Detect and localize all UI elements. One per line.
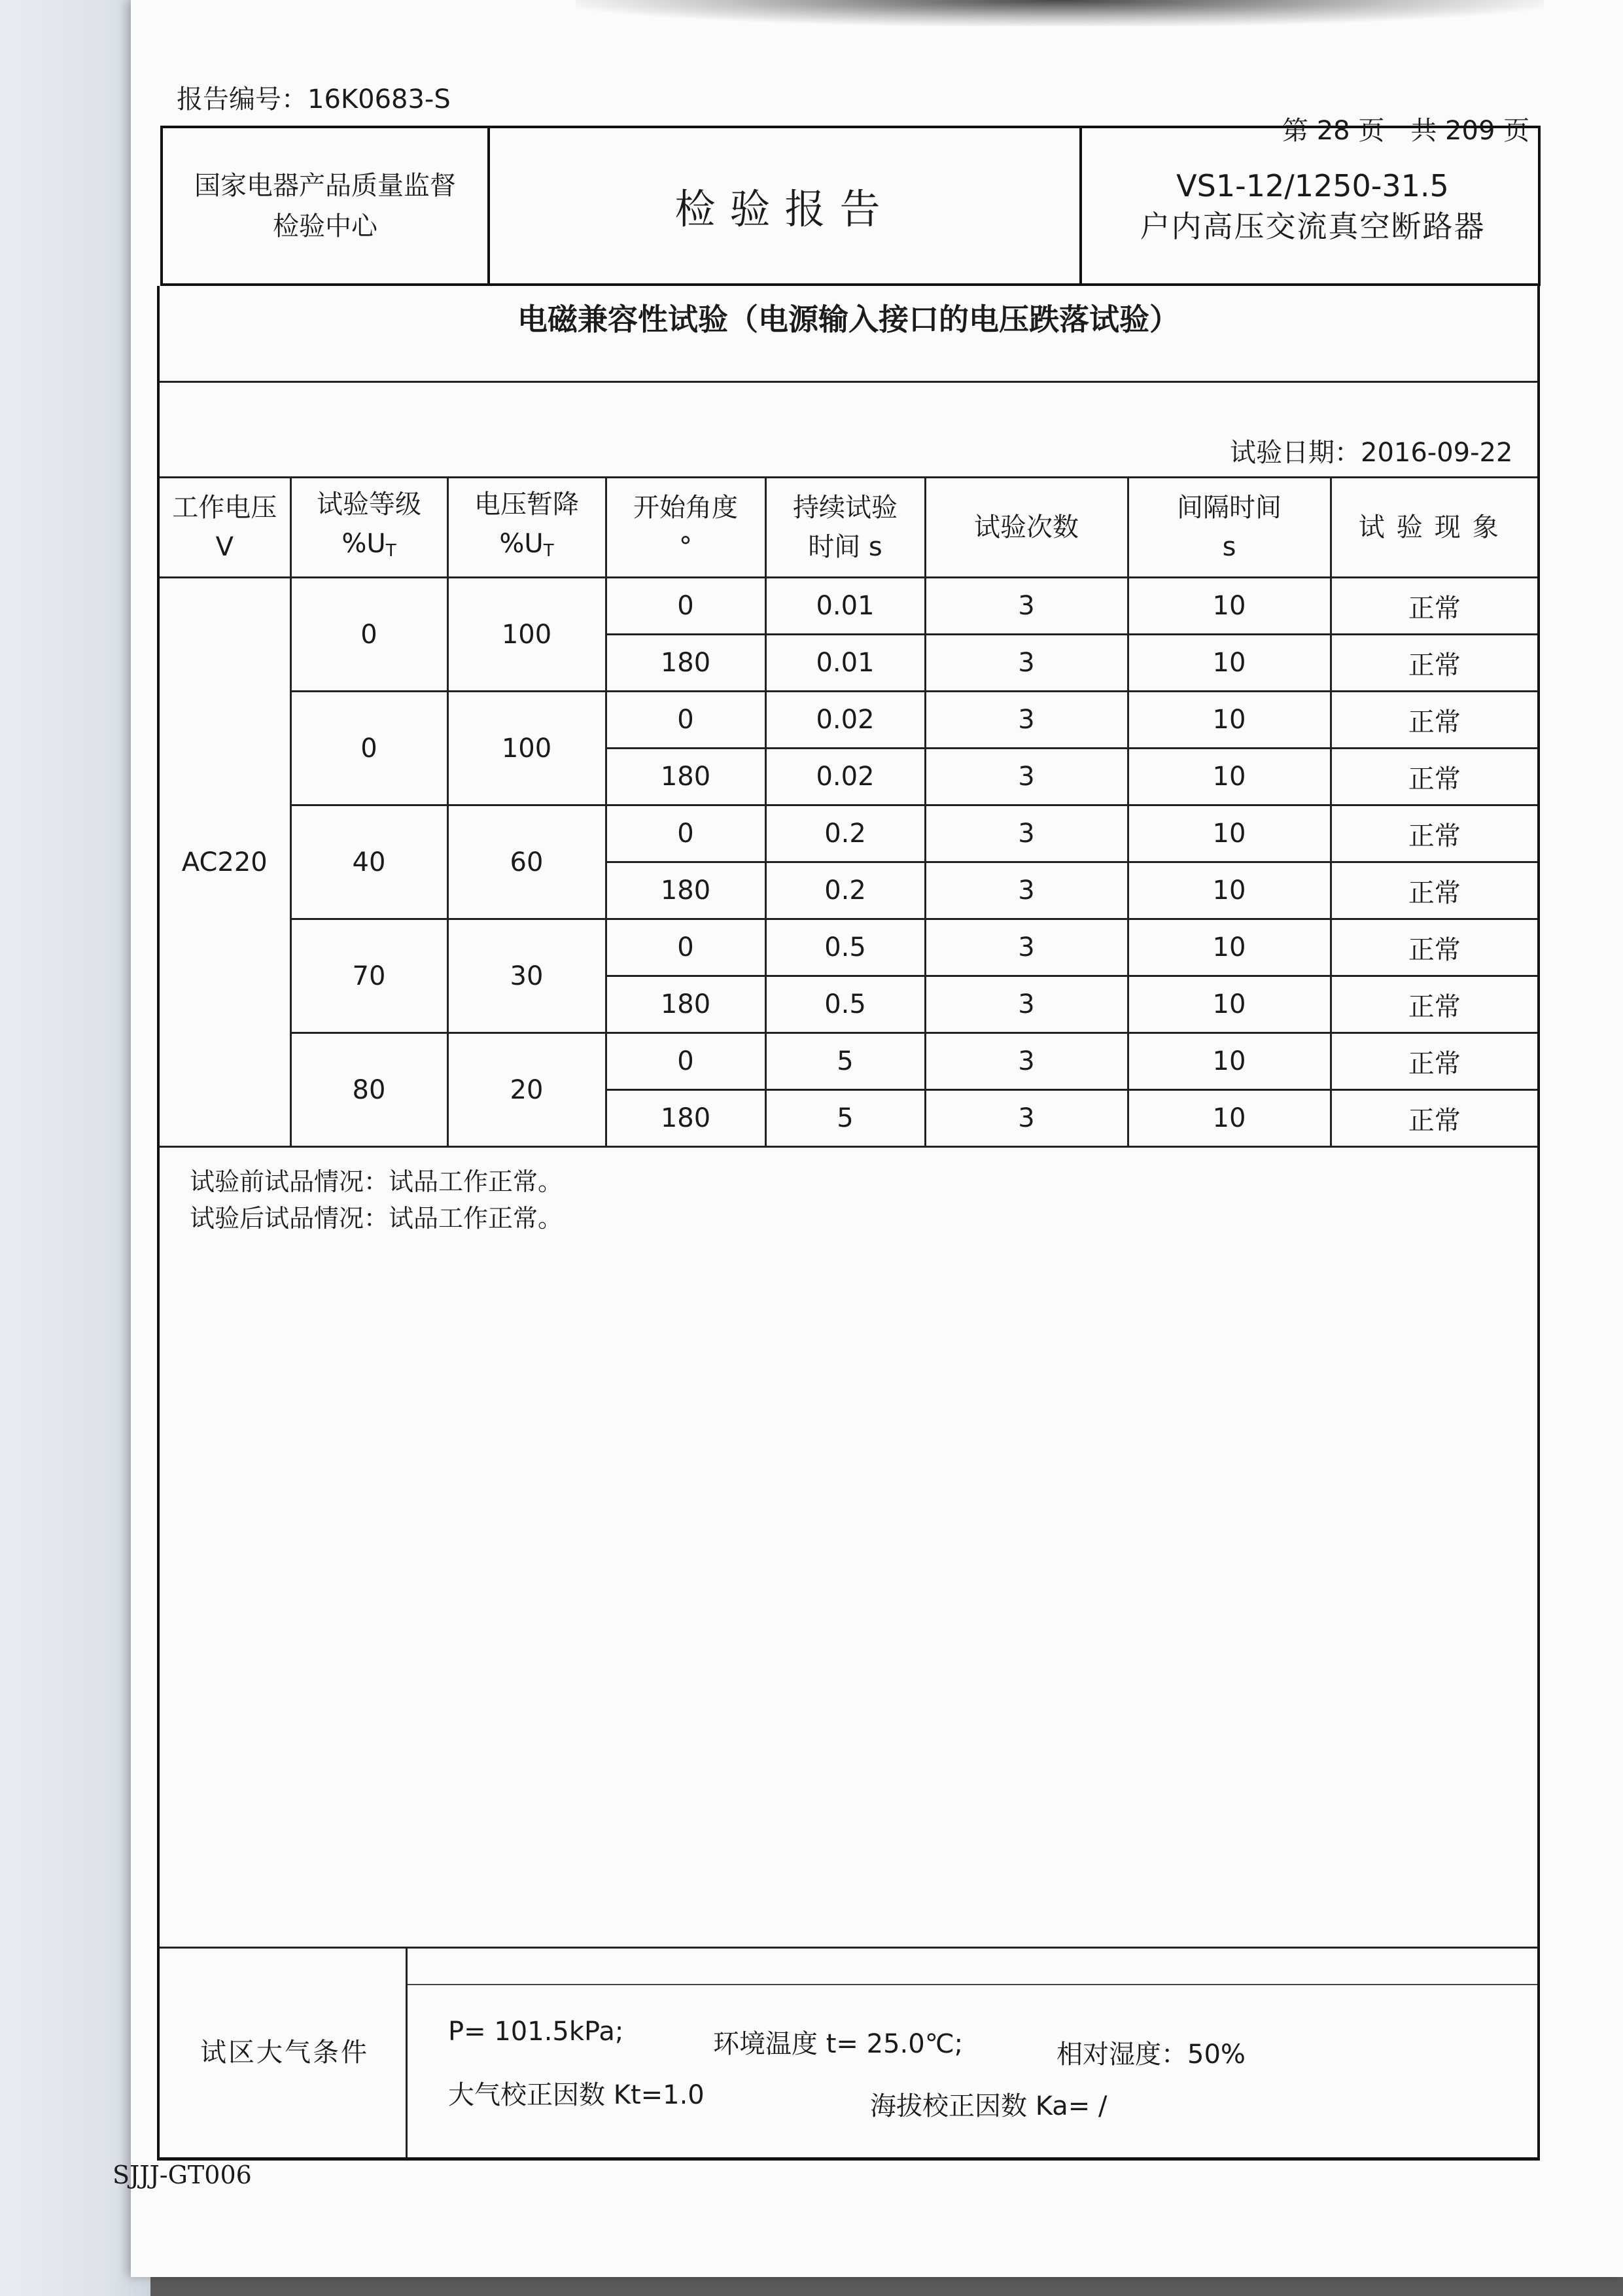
atmosphere-inner-rule [406,1984,1537,1985]
count-cell: 3 [925,1090,1128,1147]
duration-cell: 5 [765,1033,925,1090]
frame-bottom [157,2157,1540,2161]
count-cell: 3 [925,976,1128,1033]
dip-cell: 100 [447,692,606,805]
col-header-angle: 开始角度 ° [606,478,765,578]
angle-cell: 0 [606,1033,765,1090]
atmosphere-column-divider [406,1947,408,2157]
angle-cell: 180 [606,635,765,692]
level-cell: 40 [290,805,447,919]
interval-cell: 10 [1128,749,1331,805]
angle-cell: 180 [606,1090,765,1147]
count-cell: 3 [925,1033,1128,1090]
table-header-row [160,478,1537,578]
interval-cell: 10 [1128,805,1331,862]
product-model: VS1-12/1250-31.5 [1176,168,1449,203]
dip-cell: 100 [447,578,606,692]
col-header-dip: 电压暂降 %UT [447,478,606,578]
dip-cell: 60 [447,805,606,919]
report-header [160,126,1541,286]
level-cell: 0 [290,578,447,692]
result-cell: 正常 [1331,862,1537,919]
interval-cell: 10 [1128,1033,1331,1090]
atmosphere-divider [160,1947,1537,1949]
result-cell: 正常 [1331,1090,1537,1147]
atmosphere-kt: 大气校正因数 Kt=1.0 [448,2080,705,2110]
duration-cell: 0.5 [765,976,925,1033]
table-row [160,1033,1537,1090]
angle-cell: 180 [606,862,765,919]
interval-cell: 10 [1128,1090,1331,1147]
duration-cell: 0.2 [765,862,925,919]
report-number: 报告编号：16K0683-S [177,84,451,115]
atmosphere-label: 试区大气条件 [200,2038,369,2068]
atmosphere-pressure: P= 101.5kPa; [448,2017,624,2047]
count-cell: 3 [925,578,1128,635]
table-row [160,578,1537,635]
header-doc-title [490,128,1082,283]
duration-cell: 0.01 [765,635,925,692]
count-cell: 3 [925,635,1128,692]
dip-cell: 20 [447,1033,606,1147]
count-cell: 3 [925,805,1128,862]
note-after: 试验后试品情况：试品工作正常。 [190,1204,563,1233]
result-cell: 正常 [1331,919,1537,976]
header-organization [163,128,490,283]
atmosphere-temperature: 环境温度 t= 25.0℃; [713,2029,964,2059]
specimen-notes [190,1163,563,1237]
test-date: 试验日期：2016-09-22 [1230,438,1513,468]
frame-right [1537,286,1540,2157]
col-header-interval: 间隔时间 s [1128,478,1331,578]
scan-shadow [576,0,1544,26]
product-name: 户内高压交流真空断路器 [1140,208,1486,244]
angle-cell: 0 [606,692,765,749]
result-cell: 正常 [1331,1033,1537,1090]
note-before: 试验前试品情况：试品工作正常。 [190,1167,563,1196]
angle-cell: 180 [606,976,765,1033]
header-product [1082,128,1543,283]
count-cell: 3 [925,749,1128,805]
count-cell: 3 [925,919,1128,976]
result-cell: 正常 [1331,692,1537,749]
interval-cell: 10 [1128,692,1331,749]
col-header-observation: 试验现象 [1331,478,1537,578]
duration-cell: 0.02 [765,692,925,749]
level-cell: 70 [290,919,447,1033]
col-header-count: 试验次数 [925,478,1128,578]
title-divider [160,381,1537,383]
result-cell: 正常 [1331,578,1537,635]
angle-cell: 0 [606,919,765,976]
level-cell: 80 [290,1033,447,1147]
org-line-2: 检验中心 [273,211,377,241]
dip-cell: 30 [447,919,606,1033]
section-title: 电磁兼容性试验（电源输入接口的电压跌落试验） [517,302,1179,337]
interval-cell: 10 [1128,635,1331,692]
result-cell: 正常 [1331,805,1537,862]
col-header-duration: 持续试验 时间 s [765,478,925,578]
duration-cell: 0.01 [765,578,925,635]
interval-cell: 10 [1128,578,1331,635]
count-cell: 3 [925,692,1128,749]
table-row [160,692,1537,749]
duration-cell: 0.5 [765,919,925,976]
count-cell: 3 [925,862,1128,919]
duration-cell: 0.2 [765,805,925,862]
result-cell: 正常 [1331,635,1537,692]
angle-cell: 180 [606,749,765,805]
doc-title: 检验报告 [674,185,895,233]
duration-cell: 0.02 [765,749,925,805]
atmosphere-ka: 海拔校正因数 Ka= / [870,2091,1108,2121]
interval-cell: 10 [1128,919,1331,976]
duration-cell: 5 [765,1090,925,1147]
col-header-level: 试验等级 %UT [290,478,447,578]
page-info: 第 28 页 共 209 页 [1282,116,1530,146]
org-line-1: 国家电器产品质量监督 [194,170,456,201]
voltage-cell: AC220 [160,578,290,1147]
atmosphere-humidity: 相对湿度：50% [1056,2040,1246,2070]
table-row [160,919,1537,976]
col-header-voltage: 工作电压 V [160,478,290,578]
angle-cell: 0 [606,578,765,635]
result-cell: 正常 [1331,749,1537,805]
interval-cell: 10 [1128,862,1331,919]
angle-cell: 0 [606,805,765,862]
voltage-dip-table [160,476,1537,1148]
level-cell: 0 [290,692,447,805]
result-cell: 正常 [1331,976,1537,1033]
table-row [160,805,1537,862]
binding-strip [0,0,150,2296]
form-code: SJJJ-GT006 [113,2161,252,2189]
interval-cell: 10 [1128,976,1331,1033]
